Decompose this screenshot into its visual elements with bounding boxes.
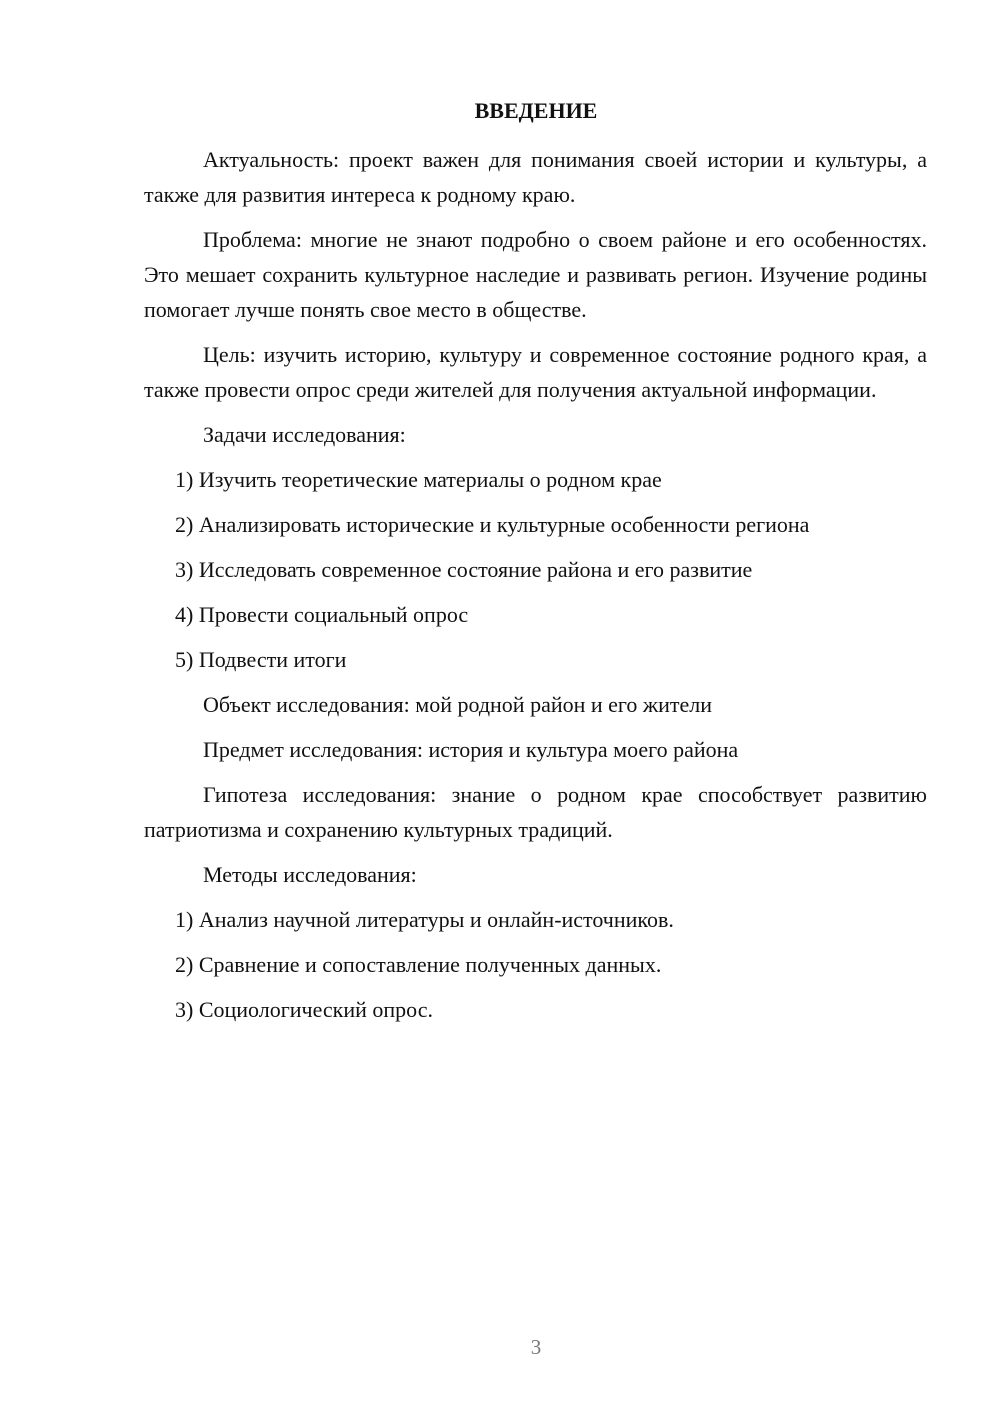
relevance-paragraph: Актуальность: проект важен для понимания своей истории и культуры, а также для развития интереса к родному краю.: [144, 147, 927, 207]
page-number: 3: [530, 1335, 542, 1359]
list-item: 2) Анализировать исторические и культурные особенности региона: [175, 512, 810, 537]
document-body: [144, 142, 927, 1037]
subject-paragraph: Предмет исследования: история и культура моего района: [203, 737, 739, 762]
methods-list: [144, 902, 927, 1027]
list-item: 1) Изучить теоретические материалы о родном крае: [175, 467, 662, 492]
list-item: 3) Социологический опрос.: [175, 997, 433, 1022]
list-item: 5) Подвести итоги: [175, 647, 347, 672]
tasks-heading: Задачи исследования:: [203, 422, 406, 447]
hypothesis-paragraph: Гипотеза исследования: знание о родном крае способствует развитию патриотизма и сохранению культурных традиций.: [144, 782, 927, 842]
methods-heading: Методы исследования:: [203, 862, 417, 887]
tasks-list: [144, 462, 927, 677]
page-title: ВВЕДЕНИЕ: [474, 98, 598, 123]
list-item: 3) Исследовать современное состояние района и его развитие: [175, 557, 753, 582]
goal-paragraph: Цель: изучить историю, культуру и современное состояние родного края, а также провести опрос среди жителей для получения актуальной информации.: [144, 342, 927, 402]
object-paragraph: Объект исследования: мой родной район и его жители: [203, 692, 713, 717]
problem-paragraph: Проблема: многие не знают подробно о своем районе и его особенностях. Это мешает сохранить культурное наследие и развивать регион. Изучение родины помогает лучше понять свое место в обществе.: [144, 227, 927, 322]
list-item: 1) Анализ научной литературы и онлайн-источников.: [175, 907, 674, 932]
list-item: 2) Сравнение и сопоставление полученных данных.: [175, 952, 662, 977]
list-item: 4) Провести социальный опрос: [175, 602, 469, 627]
